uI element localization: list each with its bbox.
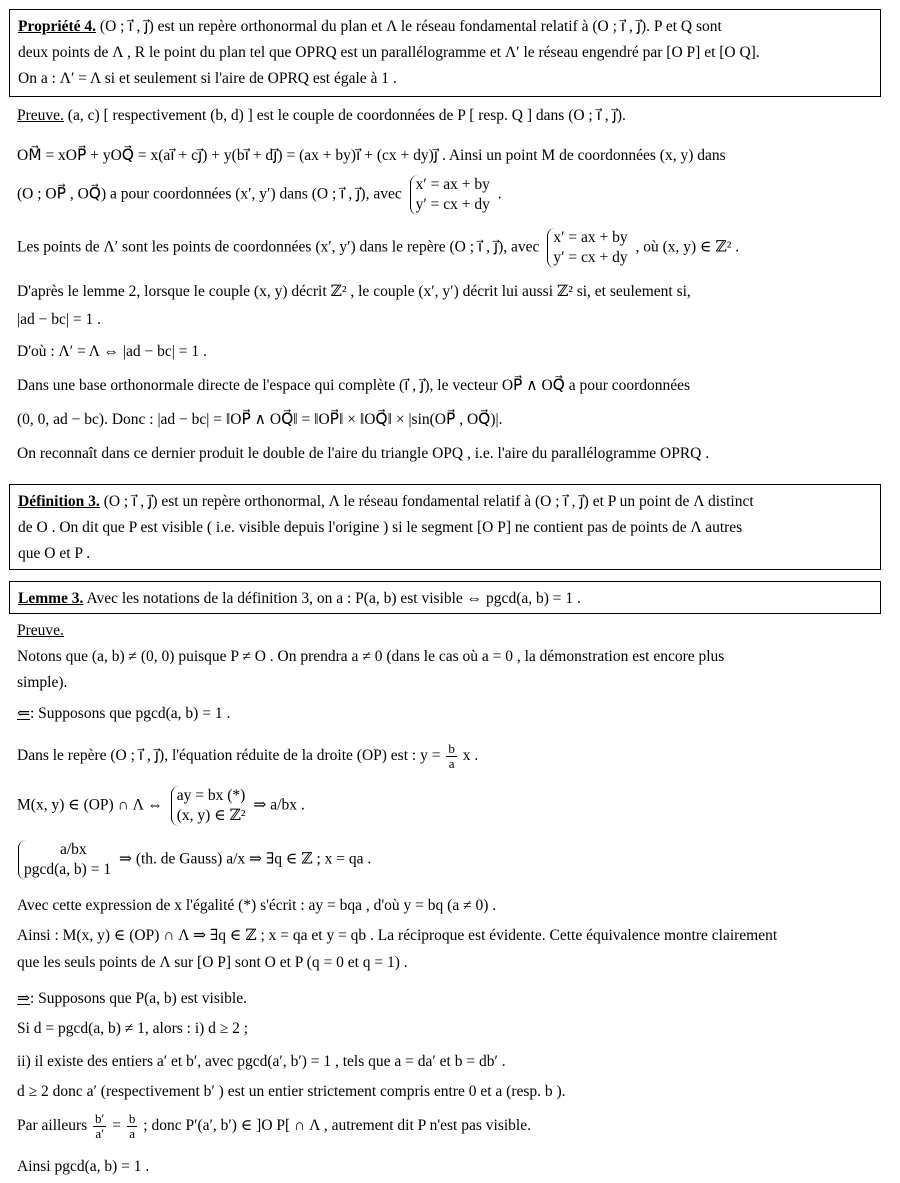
property-4-line-3: On a : Λ′ = Λ si et seulement si l'aire de OPRQ est égale à 1 .: [18, 70, 397, 87]
proof-1-line-9: (0, 0, ad − bc). Donc : |ad − bc| = ‖OP⃗ ∧ OQ⃗‖ = ‖OP⃗‖ × ‖OQ⃗‖ × |sin(OP⃗ , OQ⃗)|.: [17, 411, 503, 428]
property-4-title: Propriété 4.: [18, 18, 97, 35]
implies-right-arrow: ⇒: [17, 990, 30, 1007]
proof-2-line-1: Notons que (a, b) ≠ (0, 0) puisque P ≠ O . On prendra a ≠ 0 (dans le cas où a = 0 , la démonstration est encore plus: [17, 648, 725, 665]
property-4-box: [9, 9, 881, 97]
proof-2-line-8: Ainsi : M(x, y) ∈ (OP) ∩ Λ ⇒ ∃q ∈ ℤ ; x = qa et y = qb . La réciproque est évidente. Cette équivalence montre clairement: [17, 927, 778, 944]
lemma-3-line: Lemme 3. Avec les notations de la définition 3, on a : P(a, b) est visible ⇔ pgcd(a, b) = 1 .: [18, 590, 581, 607]
proof-1-line-1: Preuve. (a, c) [ respectivement (b, d) ] est le couple de coordonnées de P [ resp. Q ] dans (O ; i⃗ , j⃗).: [17, 107, 626, 124]
proof-2-line-6: a/bx pgcd(a, b) = 1 ⇒ (th. de Gauss) a/x ⇒ ∃q ∈ ℤ ; x = qa .: [14, 840, 371, 880]
ratio-fraction-right: $\frac{b}{a}$: [128, 1111, 136, 1141]
proof-1-line-7: D'où : Λ′ = Λ ⇔ |ad − bc| = 1 .: [17, 343, 207, 360]
proof-1-line-10: On reconnaît dans ce dernier produit le double de l'aire du triangle OPQ , i.e. l'aire du parallélogramme OPRQ .: [17, 445, 710, 462]
proof-2-line-9: que les seuls points de Λ sur [O P] sont O et P (q = 0 et q = 1) .: [17, 954, 408, 971]
proof-2-line-15: Ainsi pgcd(a, b) = 1 .: [17, 1158, 150, 1175]
coordinate-system-1: x′ = ax + by y′ = cx + dy: [410, 175, 490, 215]
definition-3-box: [9, 484, 881, 570]
proof-1-line-2: OM⃗ = xOP⃗ + yOQ⃗ = x(ai⃗ + cj⃗) + y(bi⃗ + dj⃗) = (ax + by)i⃗ + (cx + dy)j⃗ . Ainsi un point M de coordonnées (x, y) dans: [17, 147, 726, 164]
proof-2-line-7: Avec cette expression de x l'égalité (*) s'écrit : ay = bqa , d'où y = bq (a ≠ 0) .: [17, 897, 497, 914]
property-4-line-2: deux points de Λ , R le point du plan tel que OPRQ est un parallélogramme et Λ′ le réseau engendré par [O P] et [O Q].: [18, 44, 760, 61]
proof-1-line-4: Les points de Λ′ sont les points de coordonnées (x′, y′) dans le repère (O ; i⃗ , j⃗), avec x′ = ax + by y′ = cx + dy , où (x, y) ∈ ℤ² .: [17, 229, 740, 266]
proof-1-line-6: |ad − bc| = 1 .: [17, 311, 101, 328]
coordinate-system-2: x′ = ax + by y′ = cx + dy: [547, 228, 627, 268]
definition-3-title: Définition 3.: [18, 493, 100, 510]
lemma-3-box: [9, 581, 881, 614]
ratio-fraction-left: $\frac{b'}{a'}$: [95, 1111, 105, 1141]
proof-2-line-13: d ≥ 2 donc a′ (respectivement b′ ) est un entier strictement compris entre 0 et a (resp. b ).: [17, 1083, 566, 1100]
proof-2-line-5: M(x, y) ∈ (OP) ∩ Λ ⇔ ay = bx (*) (x, y) ∈ ℤ² ⇒ a/bx .: [17, 787, 305, 824]
proof-2-line-11: Si d = pgcd(a, b) ≠ 1, alors : i) d ≥ 2 ;: [17, 1020, 249, 1037]
proof-1-line-8: Dans une base orthonormale directe de l'espace qui complète (i⃗ , j⃗), le vecteur OP⃗ ∧ OQ⃗ a pour coordonnées: [17, 377, 691, 394]
proof-2-line-10: ⇒: Supposons que P(a, b) est visible.: [17, 990, 247, 1007]
lemma-3-title: Lemme 3.: [18, 590, 84, 607]
definition-3-line-2: de O . On dit que P est visible ( i.e. visible depuis l'origine ) si le segment [O P] ne contient pas de points de Λ autres: [18, 519, 743, 536]
proof-2-line-4: Dans le repère (O ; i⃗ , j⃗), l'équation réduite de la droite (OP) est : y = $\frac{b}{a}$ x .: [17, 741, 479, 771]
definition-3-line-1: Définition 3. (O ; i⃗ , j⃗) est un repère orthonormal, Λ le réseau fondamental relatif à (O ; i⃗ , j⃗) et P un point de Λ distinct: [18, 493, 754, 510]
proof-2-line-12: ii) il existe des entiers a′ et b′, avec pgcd(a′, b′) = 1 , tels que a = da′ et b = db′ .: [17, 1053, 506, 1070]
proof-1-line-5: D'après le lemme 2, lorsque le couple (x, y) décrit ℤ² , le couple (x′, y′) décrit lui aussi ℤ² si, et seulement si,: [17, 283, 691, 300]
definition-3-line-3: que O et P .: [18, 545, 91, 562]
property-4-line-1: Propriété 4. (O ; i⃗ , j⃗) est un repère orthonormal du plan et Λ le réseau fondamental relatif à (O ; i⃗ , j⃗). P et Q sont: [18, 18, 722, 35]
gauss-system: a/bx pgcd(a, b) = 1: [18, 840, 111, 880]
proof-2-line-2: simple).: [17, 674, 68, 691]
proof-2-title: Preuve.: [17, 622, 64, 639]
proof-1-line-3: (O ; OP⃗ , OQ⃗) a pour coordonnées (x′, y′) dans (O ; i⃗ , j⃗), avec x′ = ax + by y′ = cx + dy .: [17, 176, 502, 213]
intersection-system: ay = bx (*) (x, y) ∈ ℤ²: [171, 786, 246, 826]
proof-1-title: Preuve.: [17, 107, 64, 124]
proof-2-line-3: ⇐: Supposons que pgcd(a, b) = 1 .: [17, 705, 231, 722]
proof-2-line-14: Par ailleurs $\frac{b'}{a'}$ = $\frac{b}{a}$ ; donc P′(a′, b′) ∈ ]O P[ ∩ Λ , autrement dit P n'est pas visible.: [17, 1111, 531, 1141]
slope-fraction: $\frac{b}{a}$: [448, 741, 455, 771]
implies-left-arrow: ⇐: [17, 705, 30, 722]
